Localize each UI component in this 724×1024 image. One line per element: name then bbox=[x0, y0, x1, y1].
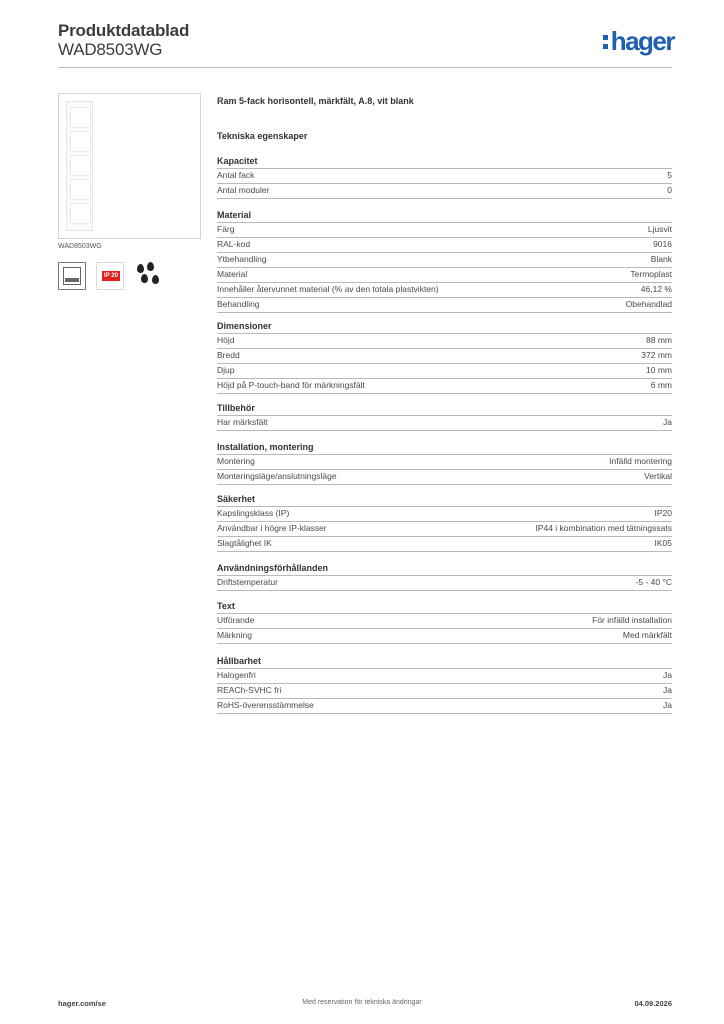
spec-value: IK05 bbox=[654, 538, 672, 548]
spec-label: Halogenfri bbox=[217, 670, 256, 680]
spec-label: Bredd bbox=[217, 350, 240, 360]
spec-row bbox=[217, 537, 672, 552]
spec-label: Innehåller återvunnet material (% av den totala plastvikten) bbox=[217, 284, 439, 294]
spec-value: Med märkfält bbox=[622, 630, 672, 640]
spec-label: Utförande bbox=[217, 615, 255, 625]
spec-value: Ljusvit bbox=[647, 224, 672, 234]
water-drops-icon bbox=[135, 262, 163, 290]
spec-value: IP44 i kombination med tätningssats bbox=[535, 523, 672, 533]
spec-label: Färg bbox=[217, 224, 235, 234]
spec-section bbox=[217, 401, 672, 431]
spec-row bbox=[217, 416, 672, 431]
section-title: Tillbehör bbox=[217, 401, 672, 416]
spec-section bbox=[217, 154, 672, 199]
section-title: Installation, montering bbox=[217, 440, 672, 455]
spec-label: Användbar i högre IP-klasser bbox=[217, 523, 327, 533]
spec-row bbox=[217, 349, 672, 364]
spec-row bbox=[217, 470, 672, 485]
spec-row bbox=[217, 576, 672, 591]
spec-row bbox=[217, 283, 672, 298]
spec-label: REACh-SVHC fri bbox=[217, 685, 282, 695]
spec-row bbox=[217, 298, 672, 313]
spec-value: 0 bbox=[667, 185, 672, 195]
spec-row bbox=[217, 455, 672, 470]
hager-logo bbox=[603, 27, 674, 55]
spec-label: RAL-kod bbox=[217, 239, 251, 249]
spec-row bbox=[217, 223, 672, 238]
tech-heading: Tekniska egenskaper bbox=[217, 131, 308, 141]
spec-row bbox=[217, 253, 672, 268]
spec-value: Blank bbox=[650, 254, 672, 264]
section-title: Dimensioner bbox=[217, 319, 672, 334]
spec-row bbox=[217, 614, 672, 629]
spec-row bbox=[217, 507, 672, 522]
spec-label: Djup bbox=[217, 365, 235, 375]
spec-section bbox=[217, 319, 672, 394]
spec-label: Har märksfält bbox=[217, 417, 268, 427]
spec-value: Ja bbox=[663, 417, 672, 427]
spec-row bbox=[217, 522, 672, 537]
spec-section bbox=[217, 208, 672, 313]
footer-disclaimer: Med reservation för tekniska ändringar bbox=[302, 999, 422, 1006]
spec-value: -5 - 40 °C bbox=[635, 577, 672, 587]
spec-value: 372 mm bbox=[641, 350, 672, 360]
spec-value: 10 mm bbox=[646, 365, 672, 375]
spec-value: Ja bbox=[663, 700, 672, 710]
spec-label: RoHS-överensstämmelse bbox=[217, 700, 314, 710]
spec-label: Material bbox=[217, 269, 248, 279]
spec-row bbox=[217, 699, 672, 714]
spec-label: Montering bbox=[217, 456, 255, 466]
spec-value: Ja bbox=[663, 670, 672, 680]
section-title: Text bbox=[217, 599, 672, 614]
spec-section bbox=[217, 654, 672, 714]
spec-label: Behandling bbox=[217, 299, 260, 309]
spec-value: Obehandlad bbox=[625, 299, 672, 309]
spec-row bbox=[217, 364, 672, 379]
spec-label: Driftstemperatur bbox=[217, 577, 278, 587]
spec-section bbox=[217, 599, 672, 644]
spec-label: Ytbehandling bbox=[217, 254, 267, 264]
spec-value: Ja bbox=[663, 685, 672, 695]
spec-row bbox=[217, 268, 672, 283]
spec-row bbox=[217, 238, 672, 253]
logo-dots-icon bbox=[603, 27, 609, 53]
spec-value: För infälld installation bbox=[592, 615, 672, 625]
spec-value: 46,12 % bbox=[640, 284, 672, 294]
spec-label: Höjd bbox=[217, 335, 235, 345]
spec-value: 88 mm bbox=[646, 335, 672, 345]
logo-text: hager bbox=[610, 26, 674, 56]
footer-date: 04.09.2026 bbox=[634, 999, 672, 1008]
surface-mount-icon bbox=[58, 262, 86, 290]
section-title: Säkerhet bbox=[217, 492, 672, 507]
spec-label: Antal moduler bbox=[217, 185, 270, 195]
spec-value: IP20 bbox=[654, 508, 672, 518]
frame-illustration bbox=[66, 101, 93, 231]
spec-row bbox=[217, 379, 672, 394]
header-divider bbox=[58, 67, 672, 68]
spec-row bbox=[217, 184, 672, 199]
spec-label: Märkning bbox=[217, 630, 252, 640]
product-code: WAD8503WG bbox=[58, 40, 163, 59]
section-title: Material bbox=[217, 208, 672, 223]
spec-row bbox=[217, 334, 672, 349]
spec-label: Monteringsläge/anslutningsläge bbox=[217, 471, 337, 481]
spec-section bbox=[217, 492, 672, 552]
spec-label: Slagtålighet IK bbox=[217, 538, 272, 548]
spec-section bbox=[217, 440, 672, 485]
spec-value: Vertikal bbox=[644, 471, 672, 481]
spec-row bbox=[217, 684, 672, 699]
section-title: Hållbarhet bbox=[217, 654, 672, 669]
spec-row bbox=[217, 629, 672, 644]
spec-value: Infälld montering bbox=[609, 456, 672, 466]
spec-value: 9016 bbox=[653, 239, 672, 249]
image-caption: WAD8503WG bbox=[58, 243, 102, 250]
section-title: Användningsförhållanden bbox=[217, 561, 672, 576]
spec-label: Antal fack bbox=[217, 170, 255, 180]
spec-row bbox=[217, 669, 672, 684]
ip-badge: IP 20 bbox=[102, 271, 120, 281]
spec-section bbox=[217, 561, 672, 591]
document-header bbox=[58, 22, 189, 60]
section-title: Kapacitet bbox=[217, 154, 672, 169]
spec-value: 5 bbox=[667, 170, 672, 180]
spec-value: 6 mm bbox=[650, 380, 672, 390]
spec-label: Höjd på P-touch-band för märkningsfält bbox=[217, 380, 365, 390]
product-title: Ram 5-fack horisontell, märkfält, A.8, vit blank bbox=[217, 96, 414, 106]
spec-value: Termoplast bbox=[630, 269, 672, 279]
document-title: Produktdatablad bbox=[58, 21, 190, 40]
spec-row bbox=[217, 169, 672, 184]
ip20-icon bbox=[96, 262, 124, 290]
product-image bbox=[58, 93, 201, 239]
footer-website: hager.com/se bbox=[58, 999, 106, 1008]
spec-label: Kapslingsklass (IP) bbox=[217, 508, 290, 518]
